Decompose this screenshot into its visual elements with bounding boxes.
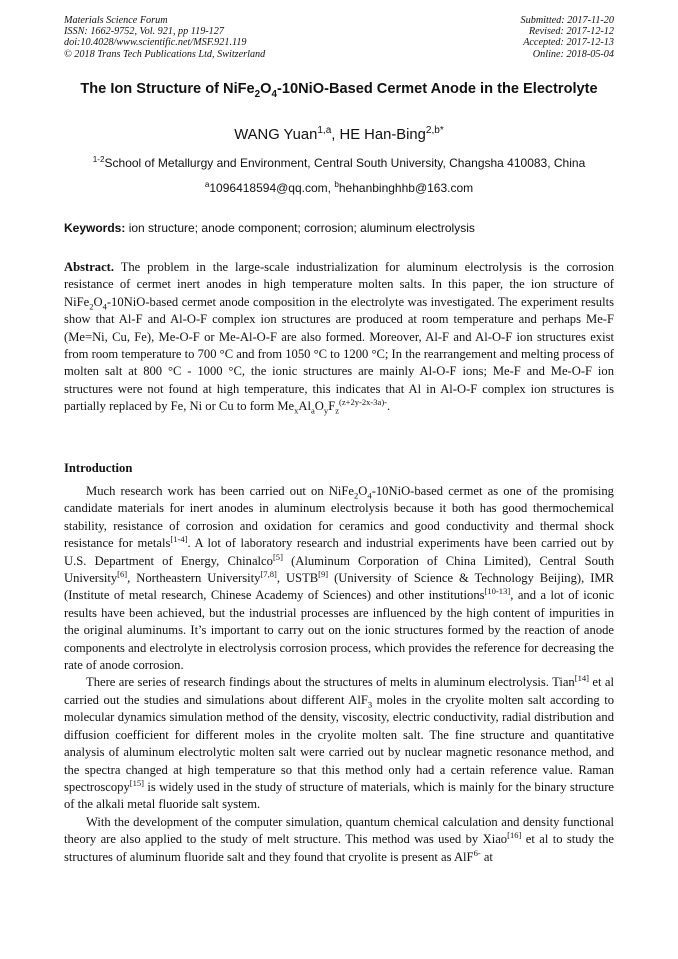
citation-ref: [14] [574,673,589,684]
subscript: 3 [367,699,373,710]
citation-ref: [5] [272,551,283,562]
email-mark: a [204,180,210,189]
author-separator: , [331,127,340,143]
paragraph-text: moles in the cryolite molten salt according to molecular dynamics simulation method of the density, viscosity, electric conductivity, radial distribution and diffusion coefficient for different moles in the cryolite molten salt. The fine structure and quantitative analysis of aluminum electrolytic molten salt were carried out by nuclear magnetic resonance method, and the spectra changed at high temperature so that this method only had a certain reference value. Raman spectroscopy [64,692,614,794]
paragraph [64,674,614,813]
submitted-date: Submitted: 2017-11-20 [520,15,614,26]
copyright-line: © 2018 Trans Tech Publications Ltd, Switzerland [64,48,266,60]
abstract-text: F [328,399,336,414]
paragraph-text: Much research work has been carried out on NiFe [86,484,355,498]
citation-ref: [9] [318,568,329,579]
online-date: Online: 2018-05-04 [532,48,614,60]
paper-title [64,80,614,99]
citation-ref: [15] [129,777,144,788]
email-address: hehanbinghhb@163.com [338,181,474,195]
paragraph-text: -10NiO-based cermet as one of the promising candidate materials for inert anodes in aluminum electrolysis because it both has good thermochemical stability, resistance of corrosion and oxidation for ceramics and good conductivity and thermal shock resistance for metals [64,484,614,551]
title-subscript: 4 [271,88,278,100]
author-affiliation-mark: 2,b* [425,125,444,137]
keywords-label: Keywords: [64,221,126,235]
citation-ref: [16] [507,829,522,840]
paragraph-text: , Northeastern University [127,571,261,586]
abstract-text: Al [298,399,311,414]
issn-line: ISSN: 1662-9752, Vol. 921, pp 119-127 [64,26,224,38]
paragraph-text: at [480,849,493,864]
superscript: (z+2y-2x-3a)- [339,397,388,408]
journal-info [64,15,265,60]
journal-name: Materials Science Forum [64,15,168,26]
paragraph-text: (Aluminum Corporation of China Limited), Central South University [64,553,614,586]
paragraph-text: , and a lot of iconic results have been achieved, but the industrial processes are influenced by the high content of impurities in the original aluminums. It’s important to carry out on the ionic structures formed by the reaction of anode components and electrolyte in electrolysis corrosion process, which provides the reference for decreasing the rate of anode corrosion. [64,588,614,673]
abstract-text: -10NiO-based cermet anode composition in the electrolyte was investigated. The experiment results show that Al-F and Al-O-F complex ion structures are produced at room temperature and perhaps Me-F (Me=Ni, Cu, Fe), Me-O-F or Me-Al-O-F are also formed. Moreover, Al-F and Al-O-F ion structures exist from room temperature to 700 °C and from 1050 °C to 1200 °C; In the rearrangement and melting process of molten salt at 800 °C - 1000 °C, the ionic structures are mainly Al-O-F ions; Me-F and Me-O-F ion structures were not found at high temperature, this indicates that Al in Al-O-F complex ion structures is partially replaced by Fe, Ni or Cu to form Me [64,294,614,414]
paragraph-text: O [358,484,368,498]
title-subscript: 2 [254,88,261,100]
introduction-body [64,483,614,866]
email-mark: b [334,180,339,189]
paragraph [64,483,614,674]
author-name: HE Han-Bing [339,127,426,143]
author-list [64,125,614,145]
paragraph [64,814,614,866]
paragraph-text: is widely used in the study of structure of materials, which is mainly for the binary structure of the alkali metal fluoride salt system. [64,779,614,812]
subscript: x [294,405,299,416]
author-emails [64,180,614,196]
paragraph-text: et al carried out the studies and simulations about different AlF [64,675,614,707]
email-address: 1096418594@qq.com, [209,181,335,195]
superscript: 6- [473,847,481,858]
abstract [64,259,614,416]
citation-ref: [10-13] [484,586,511,597]
title-text: -10NiO-Based Cermet Anode in the Electrolyte [277,81,598,97]
abstract-label: Abstract. [64,260,115,274]
paragraph-text: (University of Science & Technology Beijing), IMR (Institute of metal research, Chinese Academy of Sciences) and other institutions [64,571,614,603]
paragraph-text: et al to study the structures of aluminum fluoride salt and they found that cryolite is present as AlF [64,832,614,864]
revised-date: Revised: 2017-12-12 [528,26,614,38]
keywords-text: ion structure; anode component; corrosion; aluminum electrolysis [125,221,475,235]
subscript: 4 [102,301,107,312]
section-heading-introduction: Introduction [64,461,133,475]
accepted-date: Accepted: 2017-12-13 [523,37,614,49]
affiliation [64,155,614,171]
doi-line: doi:10.4028/www.scientific.net/MSF.921.119 [64,37,247,49]
keywords [64,220,614,236]
paragraph-text: With the development of the computer simulation, quantum chemical calculation and density functional theory are also applied to the study of melt structure. This method was used by Xiao [64,814,614,847]
author-affiliation-mark: 1,a [317,125,332,137]
affiliation-mark: 1-2 [92,155,105,164]
subscript: z [335,405,339,416]
abstract-text: O [93,294,103,309]
citation-ref: [7,8] [260,568,277,579]
citation-ref: [6] [117,568,128,579]
abstract-text: The problem in the large-scale industrialization for aluminum electrolysis is the corrosion resistance of cermet inert anodes in high temperature molten salts. In this paper, the ion structure of NiFe [64,260,614,309]
abstract-text: O [314,399,324,414]
subscript: y [323,405,329,416]
affiliation-text: School of Metallurgy and Environment, Central South University, Changsha 410083, China [104,156,586,170]
title-text: O [260,81,272,97]
abstract-text: . [387,399,391,414]
author-name: WANG Yuan [234,127,318,143]
subscript: 2 [89,301,94,312]
subscript: a [311,405,315,416]
subscript: 2 [354,490,359,501]
paragraph-text: . A lot of laboratory research and industrial experiments have been carried out by U.S. Department of Energy, Chinalco [64,536,614,568]
publication-dates [521,15,614,60]
citation-ref: [1-4] [170,534,188,545]
paragraph-text: There are series of research findings about the structures of melts in aluminum electrolysis. Tian [86,675,575,690]
paragraph-text: , USTB [276,571,319,586]
title-text: The Ion Structure of NiFe [80,81,255,97]
subscript: 4 [367,490,372,501]
